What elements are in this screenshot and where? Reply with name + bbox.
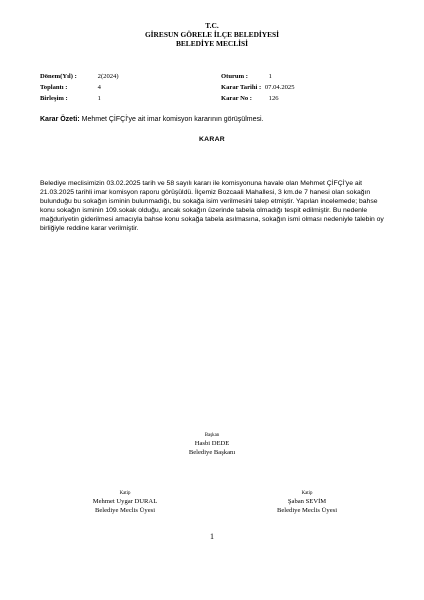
toplanti-label: Toplantı :: [40, 84, 68, 91]
katip2-title: Belediye Meclis Üyesi: [276, 506, 338, 514]
donem-label: Dönem(Yıl) :: [40, 73, 77, 80]
meta-toplanti: [40, 82, 119, 93]
katip1-name: Mehmet Uygar DURAL: [92, 498, 158, 505]
karar-ozeti: [40, 116, 263, 123]
oturum-label: Oturum :: [221, 73, 248, 80]
karar-ozeti-label: Karar Özeti:: [40, 116, 80, 123]
katip2-role: Katip: [301, 491, 313, 496]
toplanti-value: 4: [97, 84, 101, 91]
signature-katip-1: [70, 490, 180, 515]
header-council: BELEDİYE MECLİSİ: [175, 39, 249, 48]
signature-katip-2: [252, 490, 362, 515]
karar-tarihi-value: 07.04.2025: [264, 84, 295, 91]
decision-body: Belediye meclisimizin 03.02.2025 tarih ve 58 sayılı kararı ile komisyonuna havale olan Mehmet ÇİFÇİ'ye ait 21.03.2025 tarihli imar komisyon raporu görüşüldü. İlçemiz Bozcaali Mahallesi, 3 km.de 7 hanesi olan sokağın bulunduğu bu sokağın isminin bulunmadığı, bu sokağa isim verilmesini talep etmiştir. Yapılan incelemede; bahse konu sokağın isminin 109.sokak olduğu, ancak sokağın üzerinde tabela olmadığı tespit edilmiştir. Bu nedenle mağduriyetin giderilmesi amacıyla bahse konu sokağa tabela asılmasına, sokağın ismi olması nedeniyle talebin oy birliğiyle reddine karar verilmiştir.: [40, 180, 384, 232]
katip1-role: Katip: [119, 491, 131, 496]
meta-right: [221, 71, 295, 104]
birlesim-label: Birleşim :: [40, 95, 68, 102]
katip1-title: Belediye Meclis Üyesi: [94, 506, 156, 514]
meta-left: [40, 71, 119, 104]
katip2-name: Şaban SEVİM: [287, 498, 327, 505]
page-number: 1: [210, 532, 214, 541]
karar-no-label: Karar No :: [221, 95, 253, 102]
signature-baskan: [162, 432, 262, 457]
baskan-role: Başkan: [204, 433, 220, 438]
karar-heading: KARAR: [198, 136, 226, 143]
oturum-value: 1: [268, 73, 272, 80]
meta-karar-tarihi: [221, 82, 295, 93]
meta-karar-no: [221, 93, 295, 104]
header-municipality: GİRESUN GÖRELE İLÇE BELEDİYESİ: [144, 30, 280, 39]
karar-tarihi-label: Karar Tarihi :: [221, 84, 262, 91]
baskan-title: Belediye Başkanı: [188, 448, 236, 456]
meta-donem: [40, 71, 119, 82]
karar-ozeti-text: Mehmet ÇİFÇİ'ye ait imar komisyon kararının görüşülmesi.: [81, 116, 264, 123]
meta-oturum: [221, 71, 295, 82]
document-header: [0, 21, 424, 48]
meta-birlesim: [40, 93, 119, 104]
birlesim-value: 1: [97, 95, 101, 102]
karar-no-value: 126: [268, 95, 279, 102]
header-tc: T.C.: [205, 21, 219, 30]
baskan-name: Hasbi DEDE: [194, 440, 230, 447]
donem-value: 2(2024): [97, 73, 119, 80]
